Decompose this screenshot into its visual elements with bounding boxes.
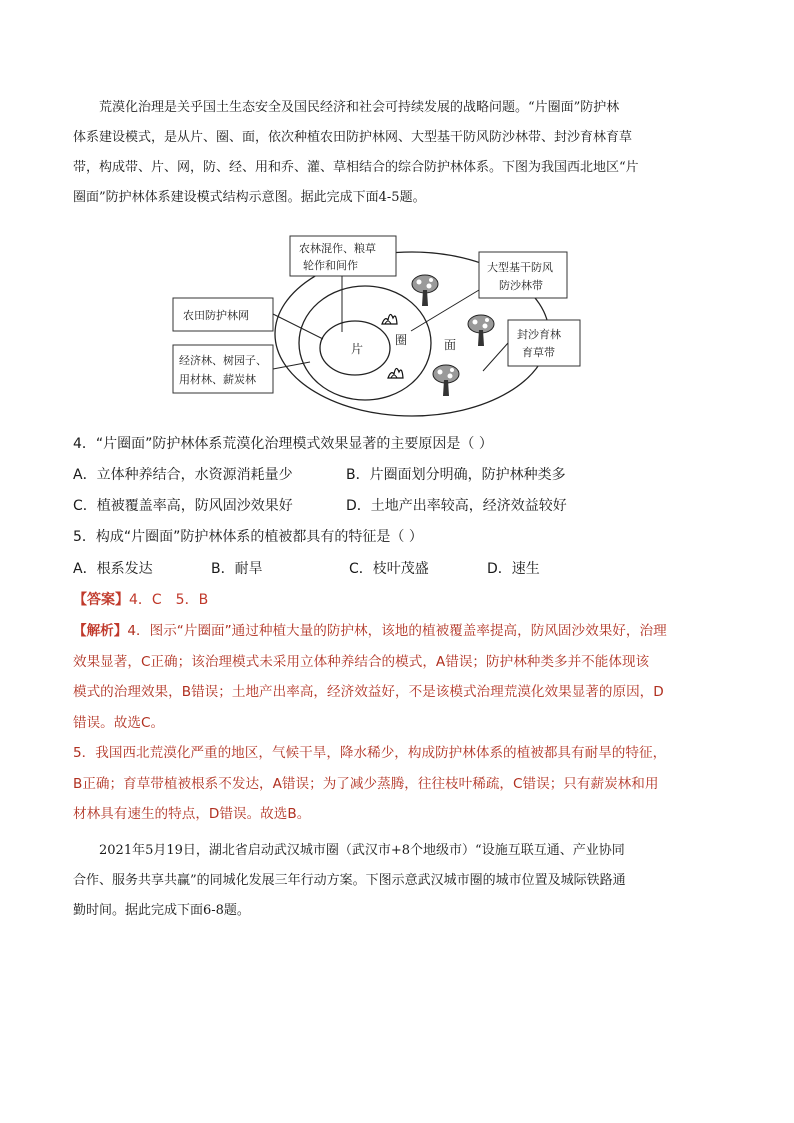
intro-line: 带，构成带、片、网，防、经、用和乔、灌、草相结合的综合防护林体系。下图为我国西北地区“片	[73, 160, 639, 175]
analysis-line	[73, 616, 733, 647]
label-economic-1: 经济林、树园子、	[179, 354, 267, 367]
analysis-block	[73, 616, 733, 830]
label-economic-2: 用材林、薪炭林	[179, 373, 256, 386]
shrub-icon	[388, 368, 403, 378]
label-farmland: 农田防护林网	[183, 309, 249, 322]
analysis-line: 5．我国西北荒漠化严重的地区，气候干旱，降水稀少，构成防护林体系的植被都具有耐旱的特征，	[73, 745, 667, 761]
intro-line: 2021年5月19日，湖北省启动武汉城市圈（武汉市+8个地级市）“设施互联互通、产业协同	[99, 843, 625, 858]
intro-line: 圈面”防护林体系建设模式结构示意图。据此完成下面4-5题。	[73, 190, 426, 205]
label-windbreak-2: 防沙林带	[499, 279, 543, 292]
question-4-option-a: A．立体种养结合，水资源消耗量少	[73, 467, 293, 483]
analysis-line: 模式的治理效果，B错误；土地产出率高，经济效益好，不是该模式治理荒漠化效果显著的原因，D	[73, 684, 664, 700]
question-5-option-a: A．根系发达	[73, 561, 153, 577]
question-4-option-d: D．土地产出率较高，经济效益较好	[346, 498, 567, 514]
label-sand-1: 封沙育林	[517, 328, 561, 341]
intro-paragraph-2	[73, 836, 723, 926]
shelterbelt-structure-diagram	[165, 232, 645, 422]
analysis-line: 错误。故选C。	[73, 714, 165, 731]
analysis-tag: 【解析】	[73, 623, 128, 639]
answer-line	[73, 590, 208, 610]
question-5-option-b: B．耐旱	[211, 561, 263, 577]
intro-line: 勤时间。据此完成下面6-8题。	[73, 903, 250, 918]
label-mixed-2: 轮作和间作	[303, 259, 358, 272]
label-pian: 片	[351, 342, 364, 356]
label-mian: 面	[444, 338, 457, 352]
label-mixed-1: 农林混作、粮草	[299, 242, 376, 255]
tree-icon	[412, 275, 438, 306]
question-4-stem: 4．“片圈面”防护林体系荒漠化治理模式效果显著的主要原因是（ ）	[73, 436, 493, 452]
box-sand	[508, 320, 580, 366]
label-windbreak-1: 大型基干防风	[487, 261, 553, 274]
tree-icon	[468, 315, 494, 346]
answer-text: 4．C 5．B	[129, 592, 209, 608]
question-5-stem: 5．构成“片圈面”防护林体系的植被都具有的特征是（ ）	[73, 529, 423, 545]
answer-tag: 【答案】	[73, 592, 129, 608]
intro-paragraph-1	[73, 93, 723, 213]
question-5-option-c: C．枝叶茂盛	[349, 561, 429, 577]
intro-line: 荒漠化治理是关乎国土生态安全及国民经济和社会可持续发展的战略问题。“片圈面”防护林	[99, 100, 620, 115]
analysis-line: 效果显著，C正确；该治理模式未采用立体种养结合的模式，A错误；防护林种类多并不能体现该	[73, 653, 650, 670]
shrub-icon	[382, 314, 397, 324]
analysis-line: B正确；育草带植被根系不发达，A错误；为了减少蒸腾，往往枝叶稀疏，C错误；只有薪炭林和用	[73, 775, 659, 792]
intro-line: 合作、服务共享共赢”的同城化发展三年行动方案。下图示意武汉城市圈的城市位置及城际铁路通	[73, 873, 626, 888]
question-5-option-d: D．速生	[487, 561, 540, 577]
tree-icon	[433, 365, 459, 396]
leader-farmland	[273, 314, 323, 339]
intro-line: 体系建设模式，是从片、圈、面，依次种植农田防护林网、大型基干防风防沙林带、封沙育林育草	[73, 130, 633, 145]
analysis-line: 材林具有速生的特点，D错误。故选B。	[73, 806, 311, 822]
middle-ellipse-quan	[299, 286, 431, 400]
leader-sand	[483, 343, 508, 371]
question-4-option-c: C．植被覆盖率高，防风固沙效果好	[73, 498, 293, 514]
label-quan: 圈	[395, 333, 408, 347]
analysis-text: 4．图示“片圈面”通过种植大量的防护林，该地的植被覆盖率提高，防风固沙效果好，治理	[127, 623, 667, 639]
question-4-option-b: B．片圈面划分明确，防护林种类多	[346, 467, 566, 483]
label-sand-2: 育草带	[522, 346, 555, 359]
